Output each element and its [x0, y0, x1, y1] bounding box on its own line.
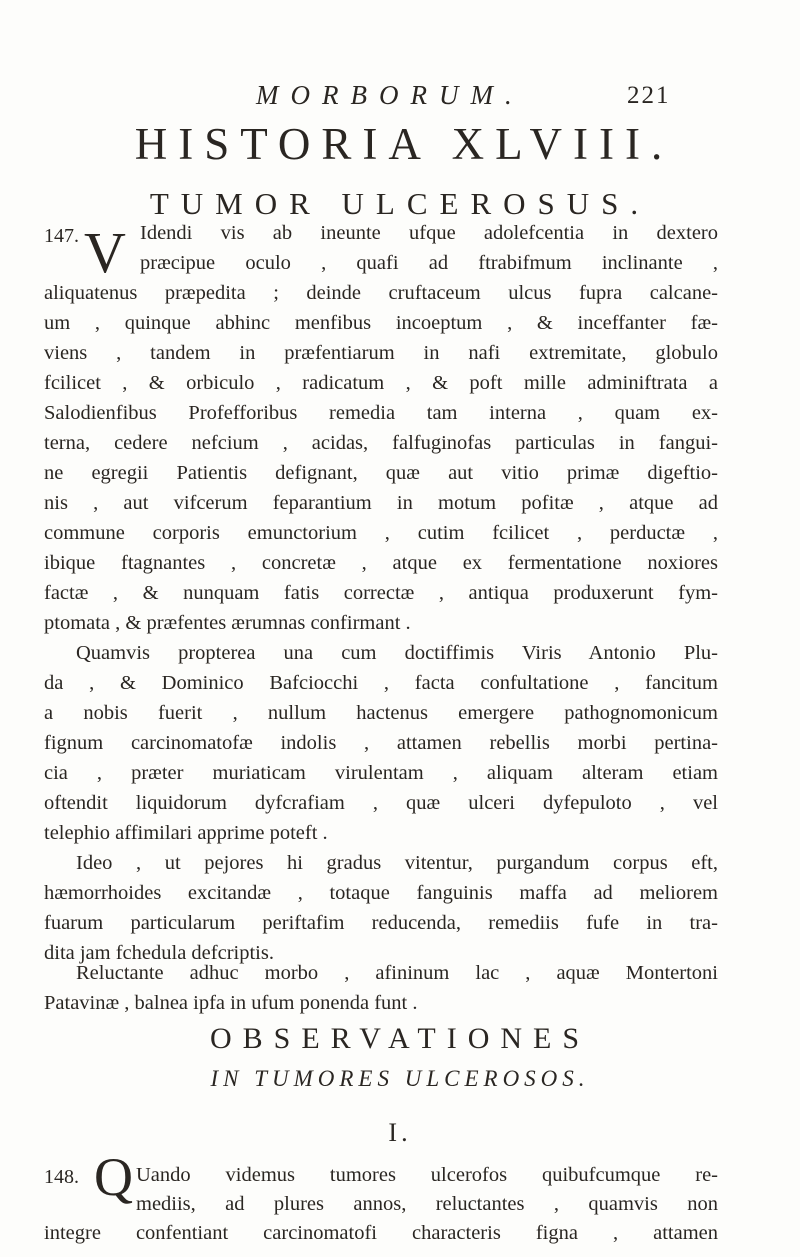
text-line: cia , præter muriaticam virulentam , aliquam alteram etiam: [44, 762, 718, 784]
text-line: fcilicet , & orbiculo , radicatum , & poft mille adminiftrata a: [44, 372, 718, 394]
text-line: ptomata , & præfentes ærumnas confirmant .: [44, 612, 411, 634]
page-number: 221: [627, 82, 671, 109]
text-line: ibique ftagnantes , concretæ , atque ex fermentatione noxiores: [44, 552, 718, 574]
chapter-subtitle: TUMOR ULCEROSUS.: [149, 186, 651, 221]
observation-number: I.: [388, 1118, 412, 1147]
drop-capital: V: [84, 220, 126, 285]
text-line: Reluctante adhuc morbo , afininum lac , aquæ Montertoni: [76, 962, 718, 984]
observations-heading: OBSERVATIONES: [209, 1022, 591, 1055]
text-line: a nobis fuerit , nullum hactenus emergere pathognomonicum: [44, 702, 718, 724]
drop-capital: Q: [94, 1147, 133, 1207]
text-line: Idendi vis ab ineunte ufque adolefcentia in dextero: [140, 222, 718, 244]
text-line: Uando videmus tumores ulcerofos quibufcumque re-: [136, 1164, 718, 1186]
text-line: Ideo , ut pejores hi gradus vitentur, purgandum corpus eft,: [76, 852, 718, 874]
running-head-title: MORBORUM.: [256, 80, 524, 110]
text-line: commune corporis emunctorium , cutim fcilicet , perductæ ,: [44, 522, 718, 544]
text-line: da , & Dominico Bafciocchi , facta confultatione , fancitum: [44, 672, 718, 694]
text-line: um , quinque abhinc menfibus incoeptum , & inceffanter fæ-: [44, 312, 718, 334]
text-line: viens , tandem in præfentiarum in nafi extremitate, globulo: [44, 342, 718, 364]
text-line: nis , aut vifcerum feparantium in motum pofitæ , atque ad: [44, 492, 718, 514]
text-line: terna, cedere nefcium , acidas, falfuginofas particulas in fangui-: [44, 432, 718, 454]
text-line: fuarum particularum periftafim reducenda, remediis fufe in tra-: [44, 912, 718, 934]
observations-subheading: IN TUMORES ULCEROSOS.: [210, 1066, 590, 1091]
text-line: oftendit liquidorum dyfcrafiam , quæ ulceri dyfepuloto , vel: [44, 792, 718, 814]
text-line: integre confentiant carcinomatofi characteris figna , attamen: [44, 1222, 718, 1244]
text-line: Quamvis propterea una cum doctiffimis Viris Antonio Plu-: [76, 642, 718, 664]
section-number: 147.: [44, 225, 79, 247]
text-line: Patavinæ , balnea ipfa in ufum ponenda funt .: [44, 992, 418, 1014]
running-head: [0, 80, 800, 116]
text-line: ne egregii Patientis defignant, quæ aut vitio primæ digeftio-: [44, 462, 718, 484]
text-line: aliquatenus præpedita ; deinde cruftaceum ulcus fupra calcane-: [44, 282, 718, 304]
text-line: dita jam fchedula defcriptis.: [44, 942, 274, 964]
text-line: telephio affimilari apprime poteft .: [44, 822, 328, 844]
text-line: hæmorrhoides excitandæ , totaque fanguinis maffa ad meliorem: [44, 882, 718, 904]
text-line: fignum carcinomatofæ indolis , attamen rebellis morbi pertina-: [44, 732, 718, 754]
section-number: 148.: [44, 1166, 79, 1188]
text-line: Salodienfibus Profefforibus remedia tam interna , quam ex-: [44, 402, 718, 424]
text-line: præcipue oculo , quafi ad ftrabifmum inclinante ,: [140, 252, 718, 274]
text-line: mediis, ad plures annos, reluctantes , quamvis non: [136, 1193, 718, 1215]
text-line: factæ , & nunquam fatis correctæ , antiqua produxerunt fym-: [44, 582, 718, 604]
chapter-title: HISTORIA XLVIII.: [134, 119, 674, 169]
